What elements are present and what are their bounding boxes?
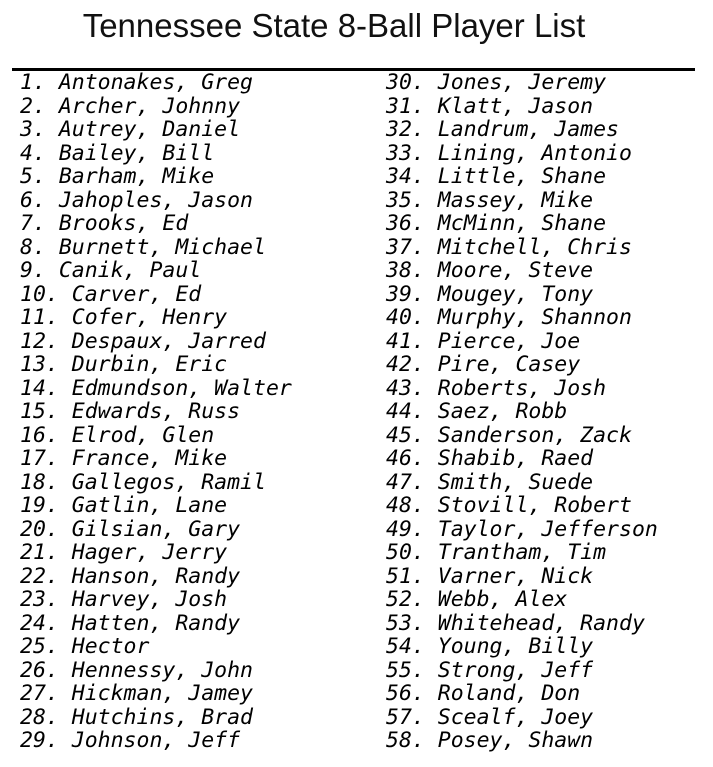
player-entry: 19. Gatlin, Lane [20,493,228,518]
player-entry: 9. Canik, Paul [20,258,202,283]
player-entry: 57. Scealf, Joey [386,704,594,730]
player-entry: 49. Taylor, Jefferson [386,516,658,542]
player-entry: 58. Posey, Shawn [386,728,594,753]
player-entry: 6. Jahoples, Jason [20,187,253,213]
player-entry: 16. Elrod, Glen [20,422,215,448]
player-entry: 55. Strong, Jeff [386,657,594,683]
player-entry: 12. Despaux, Jarred [20,328,266,354]
player-entry: 17. France, Mike [20,446,228,471]
player-entry: 3. Autrey, Daniel [20,117,241,142]
player-entry: 30. Jones, Jeremy [386,70,607,95]
player-entry: 27. Hickman, Jamey [20,681,253,706]
player-entry: 2. Archer, Johnny [20,93,241,119]
player-entry: 38. Moore, Steve [386,258,594,283]
player-entry: 44. Saez, Robb [386,399,568,424]
player-entry: 14. Edmundson, Walter [20,375,292,401]
player-entry: 52. Webb, Alex [386,587,568,612]
player-entry: 31. Klatt, Jason [386,93,594,119]
player-entry: 48. Stovill, Robert [386,493,632,518]
player-entry: 26. Hennessy, John [20,657,253,683]
player-entry: 36. McMinn, Shane [386,211,607,236]
player-entry: 39. Mougey, Tony [386,281,594,307]
player-entry: 51. Varner, Nick [386,563,594,589]
player-entry: 37. Mitchell, Chris [386,234,632,260]
player-entry: 18. Gallegos, Ramil [20,469,266,495]
player-entry: 23. Harvey, Josh [20,587,228,612]
player-entry: 35. Massey, Mike [386,187,594,213]
player-entry: 28. Hutchins, Brad [20,704,253,730]
player-entry: 41. Pierce, Joe [386,328,581,354]
player-entry: 47. Smith, Suede [386,469,594,495]
player-entry: 34. Little, Shane [386,164,607,189]
player-entry: 22. Hanson, Randy [20,563,241,589]
player-entry: 7. Brooks, Ed [20,211,189,236]
player-entry: 20. Gilsian, Gary [20,516,241,542]
player-entry: 53. Whitehead, Randy [386,610,645,636]
player-entry: 4. Bailey, Bill [20,140,215,166]
player-entry: 13. Durbin, Eric [20,352,228,377]
player-entry: 54. Young, Billy [386,634,594,659]
player-entry: 10. Carver, Ed [20,281,202,307]
player-entry: 15. Edwards, Russ [20,399,241,424]
player-entry: 33. Lining, Antonio [386,140,632,166]
player-entry: 8. Burnett, Michael [20,234,266,260]
player-list-right-column [386,71,658,753]
player-entry: 11. Cofer, Henry [20,305,228,330]
player-entry: 46. Shabib, Raed [386,446,594,471]
player-entry: 5. Barham, Mike [20,164,215,189]
player-entry: 29. Johnson, Jeff [20,728,241,753]
player-list-left-column [20,71,292,753]
player-entry: 45. Sanderson, Zack [386,422,632,448]
player-entry: 24. Hatten, Randy [20,610,241,636]
player-entry: 50. Trantham, Tim [386,540,607,565]
player-entry: 25. Hector [20,634,150,659]
player-entry: 43. Roberts, Josh [386,375,607,401]
player-entry: 40. Murphy, Shannon [386,305,632,330]
player-entry: 42. Pire, Casey [386,352,581,377]
player-entry: 56. Roland, Don [386,681,581,706]
player-entry: 1. Antonakes, Greg [20,70,253,95]
player-entry: 32. Landrum, James [386,117,619,142]
player-entry: 21. Hager, Jerry [20,540,228,565]
page-title: Tennessee State 8-Ball Player List [82,7,586,44]
